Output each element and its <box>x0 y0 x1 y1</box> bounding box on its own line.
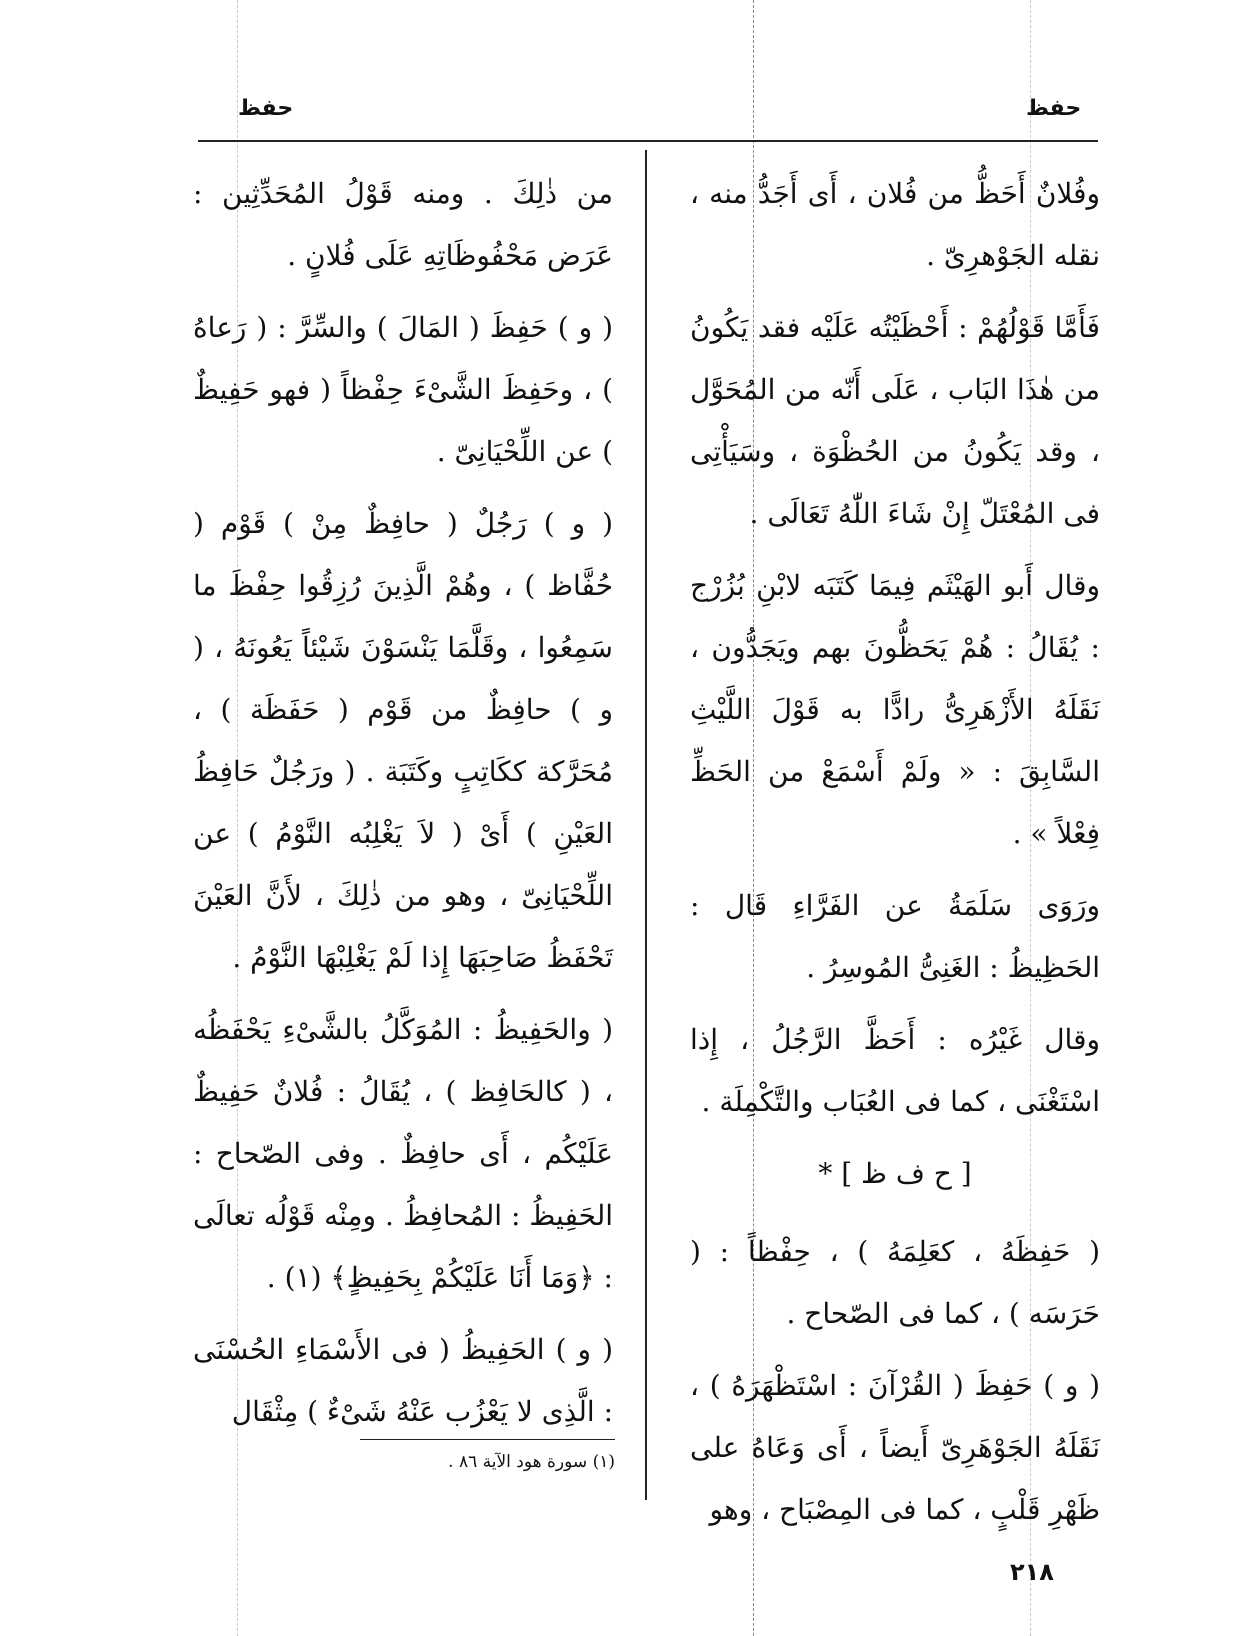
entry-paragraph: فَأَمَّا قَوْلُهُمْ : أَحْظَيْتُه عَلَيْه فقد يَكُونُ من هٰذَا البَاب ، عَلَى أَنّه من المُحَوَّل ، وقد يَكُونُ من الحُظْوَة ، وسَيَأْتِى فى المُعْتَلّ إِنْ شَاءَ اللّٰهُ تَعَالَى . <box>690 311 1100 530</box>
entry-paragraph: من ذٰلِكَ . ومنه قَوْلُ المُحَدِّثِين : عَرَض مَحْفُوظَاتِهِ عَلَى فُلانٍ . <box>193 177 613 272</box>
entry-paragraph: ( و ) حَفِظَ ( المَالَ ) والسِّرَّ : ( رَعاهُ ) ، وحَفِظَ الشَّىْءَ حِفْظاً ( فهو حَفِيظٌ ) عن اللِّحْيَانِىّ . <box>193 311 613 468</box>
running-head-right: حفظ <box>1026 96 1082 121</box>
left-column <box>193 163 613 1453</box>
entry-paragraph: وقال غَيْرُه : أَحَظَّ الرَّجُلُ ، إِذا اسْتَغْنَى ، كما فى العُبَاب والتَّكْمِلَة . <box>690 1023 1100 1118</box>
entry-paragraph: ورَوَى سَلَمَةُ عن الفَرَّاءِ قَال : الحَظِيظُ : الغَنِىُّ المُوسِرُ . <box>690 889 1100 984</box>
running-head-left: حفظ <box>238 96 294 121</box>
entry-paragraph: ( و ) حَفِظَ ( القُرْآنَ : اسْتَظْهَرَهُ ) ، نَقَلَهُ الجَوْهَرِىّ أَيضاً ، أَى وَعَاهُ على ظَهْرِ قَلْبٍ ، كما فى المِصْبَاح ، وهو <box>690 1369 1100 1526</box>
entry-paragraph: ( حَفِظَهُ ، كعَلِمَهُ ) ، حِفْظاً : ( حَرَسَه ) ، كما فى الصّحاح . <box>690 1235 1100 1330</box>
page-number: ٢١٨ <box>1010 1558 1054 1586</box>
entry-paragraph: ( و ) الحَفِيظُ ( فى الأَسْمَاءِ الحُسْنَى : الَّذِى لا يَعْزُب عَنْهُ شَىْءٌ ) مِثْقَال <box>193 1333 613 1428</box>
entry-paragraph: ( و ) رَجُلٌ ( حافِظٌ مِنْ ) قَوْم ( حُفَّاظ ) ، وهُمْ الَّذِينَ رُزِقُوا حِفْظَ ما سَمِعُوا ، وقَلَّمَا يَنْسَوْنَ شَيْئاً يَعُونَهُ ، ( و ) حافِظٌ من قَوْم ( حَفَظَة ) ، مُحَرَّكة ككَاتِبٍ وكَتَبَة . ( ورَجُلٌ حَافِظُ العَيْنِ ) أَىْ ( لاَ يَغْلِبُه النَّوْمُ ) عن اللِّحْيَانِىّ ، وهو من ذٰلِكَ ، لأَنَّ العَيْنَ تَحْفَظُ صَاحِبَهَا إِذا لَمْ يَغْلِبْهَا النَّوْمُ . <box>193 507 613 974</box>
entry-paragraph: وفُلانٌ أَحَظُّ من فُلان ، أَى أَجَدُّ منه ، نقله الجَوْهرِىّ . <box>690 177 1100 272</box>
column-divider <box>645 150 647 1500</box>
footnote: (١) سورة هود الآية ٨٦ . <box>448 1452 615 1472</box>
section-heading: [ ح ف ظ ] * <box>818 1157 972 1190</box>
right-column <box>690 163 1100 1551</box>
entry-paragraph: وقال أَبو الهَيْثَم فِيمَا كَتَبَه لابْنِ بُزُرْج : يُقَالُ : هُمْ يَحَظُّونَ بهم ويَجَدُّون ، نَقَلَهُ الأَزْهَرِىُّ رادًّا به قَوْلَ اللَّيْثِ السَّابِقَ : « ولَمْ أَسْمَعْ من الحَظِّ فِعْلاً » . <box>690 569 1100 850</box>
entry-paragraph: ( والحَفِيظُ : المُوَكَّلُ بالشَّىْءِ يَحْفَظُه ، ( كالحَافِظ ) ، يُقَالُ : فُلانٌ حَفِيظٌ عَلَيْكُم ، أَى حافِظٌ . وفى الصّحاح : الحَفِيظُ : المُحافِظُ . ومِنْه قَوْلُه تعالَى : ﴿وَمَا أَنَا عَلَيْكُمْ بِحَفِيظٍ﴾ (١) . <box>193 1013 613 1294</box>
header-rule <box>198 140 1098 142</box>
footnote-rule <box>360 1439 615 1440</box>
